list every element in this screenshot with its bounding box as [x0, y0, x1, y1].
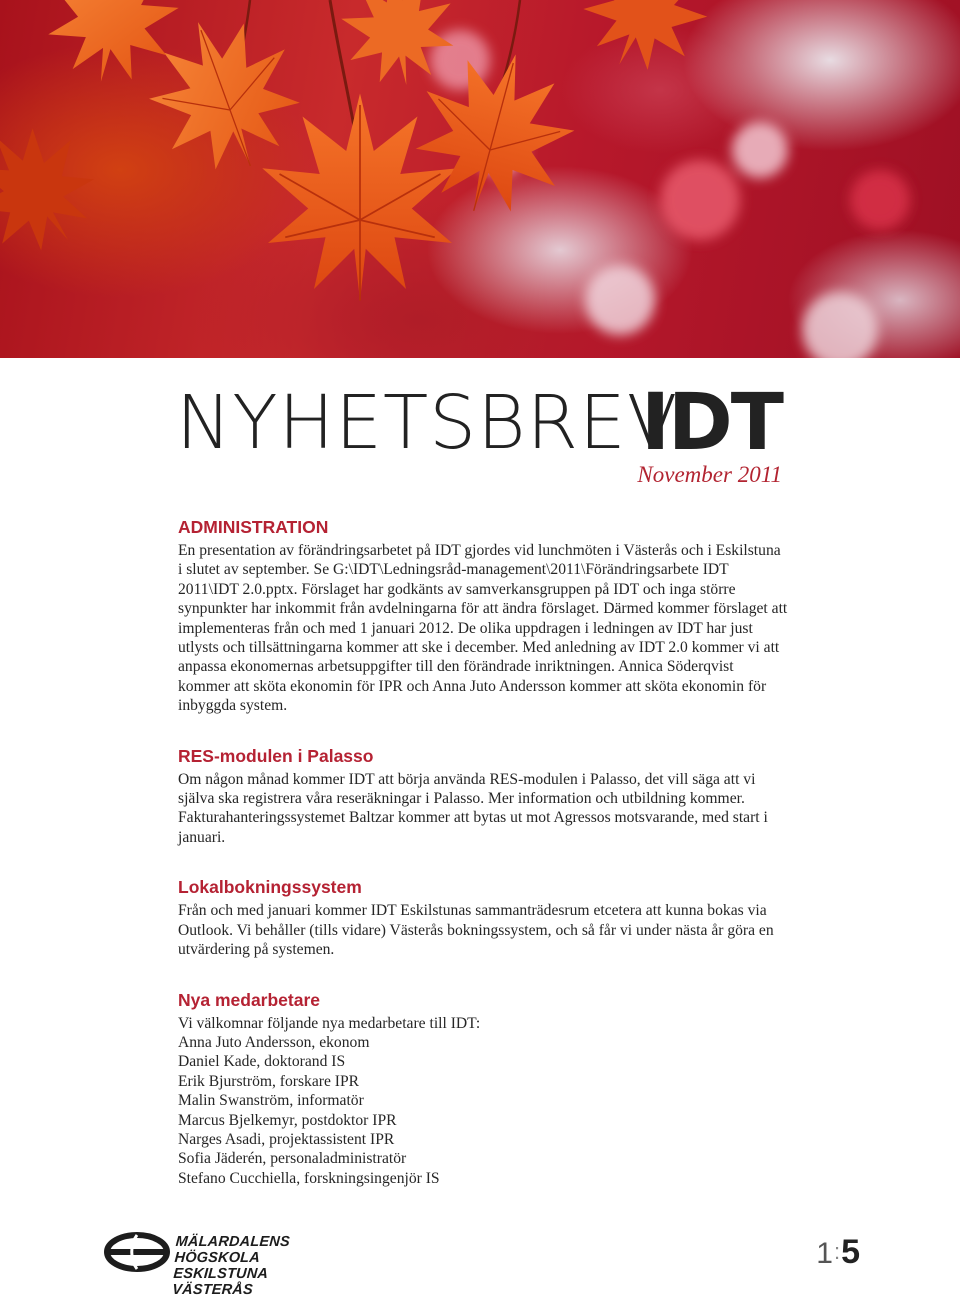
hero-photo — [0, 0, 960, 358]
page-separator: : — [833, 1239, 841, 1264]
page-index: 5 — [841, 1233, 860, 1271]
section-heading: RES-modulen i Palasso — [178, 745, 374, 766]
newsletter-content — [178, 516, 788, 1217]
section-heading: Lokalbokningssystem — [178, 877, 362, 898]
section-body: En presentation av förändringsarbetet på IDT gjordes vid lunchmöten i Västerås och i Eskilstuna i slutet av september. Se G:\IDT\Ledningsråd-management\2011\Förändringsarbete IDT 2011\IDT 2.0.pptx. Förslaget har godkänts av samverkansgruppen på IDT och inga större synpunkter har inkommit från avdelningarna för att ändra förslaget. Därmed kommer förslaget att implementeras från och med 1 januari 2012. De olika uppdragen i ledningen av IDT har just utlysts och tillsättningarna kommer att ske i december. Med anledning av IDT 2.0 kommer vi att anpassa ekonomernas arbetsuppgifter till den förändrade inriktningen. Annica Söderqvist kommer att sköta ekonomin för IPR och Anna Juto Andersson kommer att sköta ekonomin för inbyggda system. — [178, 542, 788, 715]
section-body: Från och med januari kommer IDT Eskilstunas sammanträdesrum etcetera att kunna bokas via Outlook. Vi behåller (tills vidare) Västerås bokningssystem, och så får vi under nästa år göra en utvärdering på systemen. — [178, 902, 774, 959]
section-administration — [178, 516, 788, 716]
section-intro: Vi välkomnar följande nya medarbetare till IDT: — [178, 1014, 481, 1032]
list-item: Anna Juto Andersson, ekonom — [178, 1033, 370, 1051]
list-item: Erik Bjurström, forskare IPR — [178, 1072, 360, 1090]
list-item: Malin Swanström, informatör — [178, 1092, 364, 1110]
masthead-title-bold: IDT — [641, 383, 782, 463]
logo-text — [172, 1234, 346, 1298]
section-body: Om någon månad kommer IDT att börja använda RES-modulen i Palasso, det vill säga att vi själva ska registrera våra reseräkningar i Palasso. Mer information och utbildning kommer. Fakturahanteringssystemet Baltzar kommer att bytas ut mot Agressos motsvarande, med start i januari. — [178, 770, 768, 846]
logo-line-1: MÄLARDALENS HÖGSKOLA — [174, 1234, 291, 1266]
page-number — [816, 1232, 860, 1274]
section-heading: ADMINISTRATION — [178, 517, 329, 537]
logo-mark-icon — [104, 1232, 170, 1272]
masthead — [0, 383, 960, 463]
masthead-title-light: NYHETSBREV — [176, 383, 679, 463]
staff-list — [178, 1033, 788, 1188]
list-item: Marcus Bjelkemyr, postdoktor IPR — [178, 1111, 397, 1129]
list-item: Narges Asadi, projektassistent IPR — [178, 1130, 395, 1148]
section-res-modulen — [178, 745, 788, 848]
section-nya-medarbetare — [178, 989, 788, 1189]
issue-number: 1 — [816, 1237, 833, 1270]
list-item: Stefano Cucchiella, forskningsingenjör IS — [178, 1169, 440, 1187]
list-item: Daniel Kade, doktorand IS — [178, 1053, 346, 1071]
issue-date: November 2011 — [637, 462, 782, 487]
list-item: Sofia Jäderén, personaladministratör — [178, 1150, 407, 1168]
maple-leaves-illustration — [0, 0, 960, 358]
logo-line-2: ESKILSTUNA VÄSTERÅS — [171, 1266, 269, 1298]
section-heading: Nya medarbetare — [178, 989, 321, 1010]
university-logo — [104, 1228, 344, 1298]
section-lokalbokning — [178, 876, 788, 959]
